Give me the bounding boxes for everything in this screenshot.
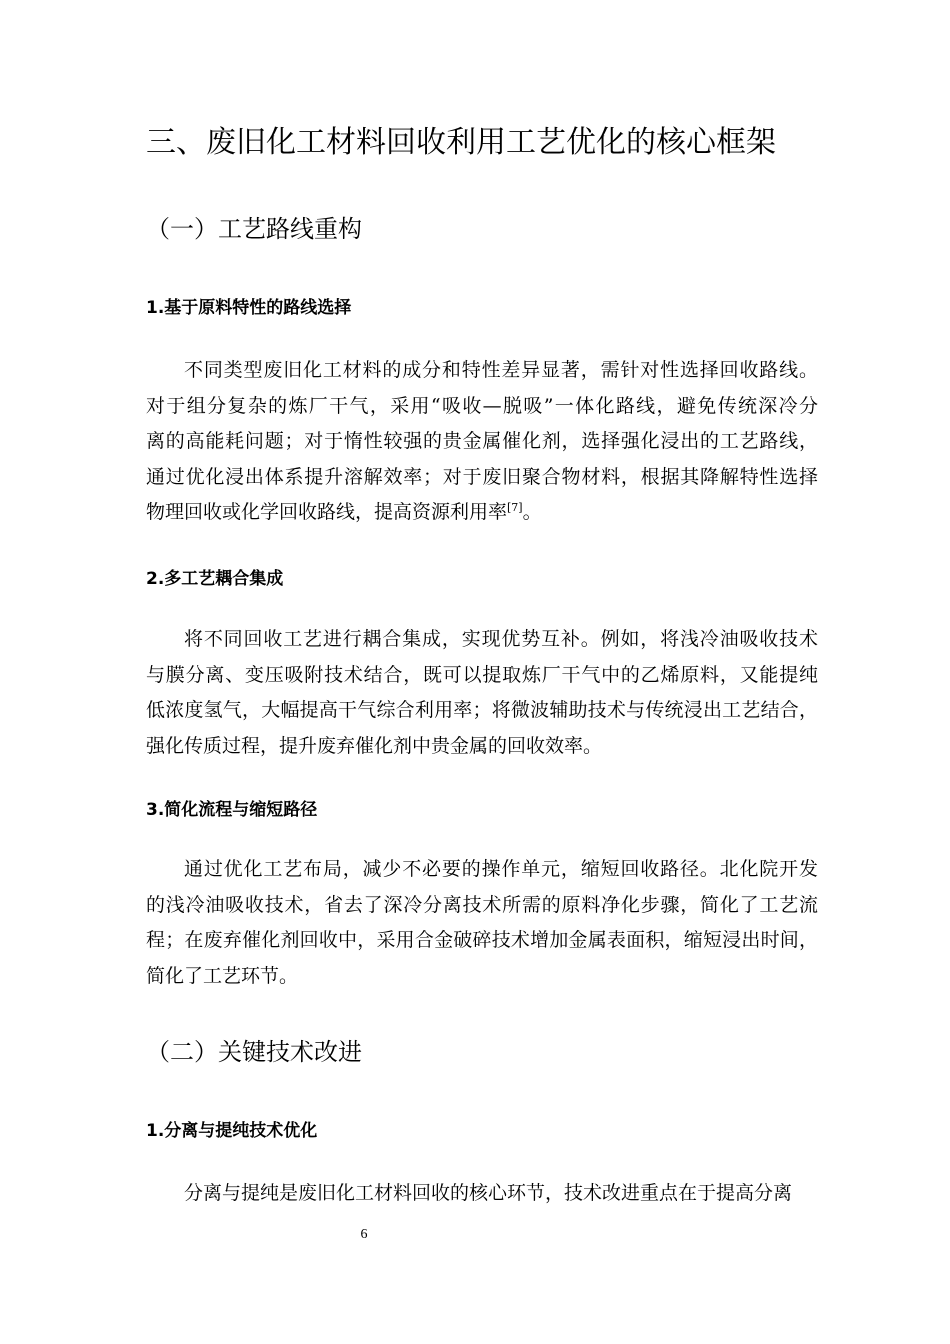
paragraph-line: 不同类型废旧化工材料的成分和特性差异显著，需针对性选择回收路线。 — [184, 359, 818, 381]
heading-simplify-process: 3.简化流程与缩短路径 — [146, 800, 318, 820]
paragraph-line: 分离与提纯是废旧化工材料回收的核心环节，技术改进重点在于提高分离 — [184, 1182, 793, 1204]
paragraph-line-text: 物理回收或化学回收路线，提高资源利用率 — [146, 501, 508, 523]
paragraph-line-last — [146, 495, 818, 531]
section-title: 三、废旧化工材料回收利用工艺优化的核心框架 — [146, 125, 776, 160]
paragraph-line: 通过优化浸出体系提升溶解效率；对于废旧聚合物材料，根据其降解特性选择 — [146, 465, 818, 488]
paragraph-line: 的浅冷油吸收技术，省去了深冷分离技术所需的原料净化步骤，简化了工艺流 — [146, 893, 818, 916]
paragraph-line: 简化了工艺环节。 — [146, 964, 299, 987]
paragraph-line: 与膜分离、变压吸附技术结合，既可以提取炼厂干气中的乙烯原料，又能提纯 — [146, 663, 818, 686]
paragraph-line: 低浓度氢气，大幅提高干气综合利用率；将微波辅助技术与传统浸出工艺结合， — [146, 699, 818, 721]
heading-separation-purification: 1.分离与提纯技术优化 — [146, 1121, 318, 1141]
paragraph-line: 将不同回收工艺进行耦合集成，实现优势互补。例如，将浅冷油吸收技术 — [184, 628, 818, 650]
paragraph-process-coupling — [146, 622, 818, 764]
paragraph-line: 通过优化工艺布局，减少不必要的操作单元，缩短回收路径。北化院开发 — [184, 858, 818, 880]
paragraph-line: 离的高能耗问题；对于惰性较强的贵金属催化剂，选择强化浸出的工艺路线， — [146, 430, 818, 452]
paragraph-route-selection — [146, 353, 818, 531]
paragraph-separation-purification — [146, 1176, 818, 1212]
paragraph-line: 对于组分复杂的炼厂干气，采用“吸收—脱吸”一体化路线，避免传统深冷分 — [146, 394, 818, 417]
heading-process-coupling: 2.多工艺耦合集成 — [146, 569, 284, 589]
paragraph-simplify-process — [146, 852, 818, 994]
paragraph-line: 强化传质过程，提升废弃催化剂中贵金属的回收效率。 — [146, 734, 603, 757]
paragraph-line-tail: 。 — [522, 501, 542, 523]
subsection-title-key-technology: （二）关键技术改进 — [146, 1038, 362, 1066]
paragraph-line: 程；在废弃催化剂回收中，采用合金破碎技术增加金属表面积，缩短浸出时间， — [146, 929, 818, 951]
subsection-title-process-route: （一）工艺路线重构 — [146, 215, 362, 243]
heading-route-selection: 1.基于原料特性的路线选择 — [146, 298, 352, 318]
page-number: 6 — [360, 1227, 368, 1242]
citation-reference[interactable]: [7] — [507, 501, 523, 514]
